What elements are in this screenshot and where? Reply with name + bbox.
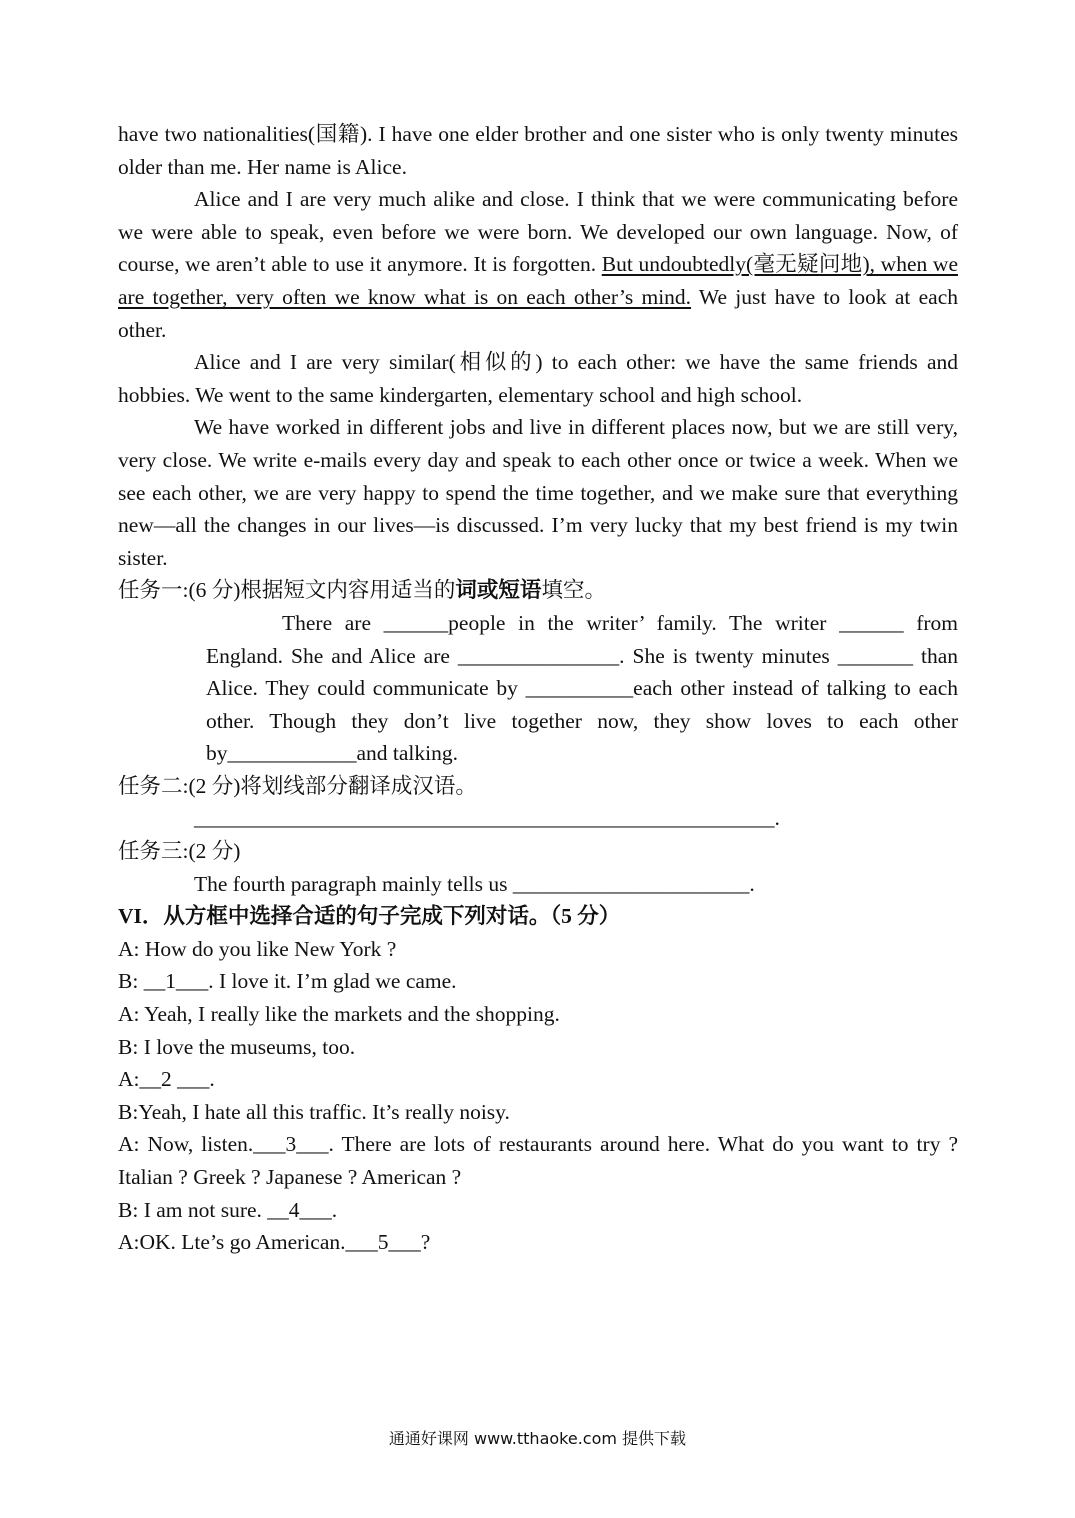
task1-title-end: 填空。 <box>541 578 606 603</box>
task1-fill-in-text <box>206 607 958 770</box>
dialogue-line: A:__2 ___. <box>118 1067 215 1092</box>
dialogue-line: A:OK. Lte’s go American.___5___? <box>118 1230 431 1255</box>
dialogue-line: B:Yeah, I hate all this traffic. It’s really noisy. <box>118 1099 510 1124</box>
passage-paragraph-2-end: We just have to look at each other. <box>118 284 958 342</box>
dialogue-line: B: __1___. I love it. I’m glad we came. <box>118 969 457 994</box>
dialogue-line: B: I am not sure. __4___. <box>118 1197 338 1222</box>
task2-title: 任务二:(2 分)将划线部分翻译成汉语。 <box>118 773 477 798</box>
passage-paragraph-2-start: Alice and I are very much alike and close. I think that we were communicating before we were able to speak, even before we were born. We developed our own language. Now, of course, we aren’t able to use it anymore. It is forgotten. <box>118 187 958 277</box>
task1-title-start: 任务一:(6 分)根据短文内容用适当的 <box>118 578 456 603</box>
dialogue-line: A: Now, listen.___3___. There are lots of restaurants around here. What do you want to try ? Italian ? Greek ? Japanese ? American ? <box>118 1132 958 1189</box>
page-footer: 通通好课网 www.tthaoke.com 提供下载 <box>388 1429 687 1448</box>
passage-paragraph-2 <box>118 183 958 346</box>
passage-paragraph-4: We have worked in different jobs and live in different places now, but we are still very, very close. We write e-mails every day and speak to each other once or twice a week. When we see each other, we are very happy to spend the time together, and we make sure that everything new—all the changes in our lives—is discussed. I’m very lucky that my best friend is my twin sister. <box>118 415 958 570</box>
dialogue-line: A: Yeah, I really like the markets and the shopping. <box>118 1002 560 1027</box>
section6-title: VI．从方框中选择合适的句子完成下列对话。（5 分） <box>118 904 621 929</box>
passage-paragraph-1: have two nationalities(国籍). I have one elder brother and one sister who is only twenty minutes older than me. Her name is Alice. <box>118 122 958 179</box>
task1-title <box>118 574 958 607</box>
underlined-sentence: But undoubtedly(毫无疑问地), when we are together, very often we know what is on each other’s mind. <box>118 252 958 309</box>
task1-title-bold: 词或短语 <box>455 578 542 603</box>
passage-paragraph-3: Alice and I are very similar(相似的) to each other: we have the same friends and hobbies. We went to the same kindergarten, elementary school and high school. <box>118 350 958 407</box>
dialogue-line: A: How do you like New York ? <box>118 936 397 961</box>
task3-question: The fourth paragraph mainly tells us ______________________. <box>194 871 755 896</box>
task2-answer-line: ______________________________________________________. <box>194 806 780 831</box>
task1-body: There are ______people in the writer’ family. The writer ______ from England. She and Alice are _______________. She is twenty minutes _______ than Alice. They could communicate by __________each other instead of talking to each other. Though they don’t live together now, they show loves to each other by____________and talking. <box>206 610 958 766</box>
task3-title: 任务三:(2 分) <box>118 839 241 864</box>
document-page <box>118 118 958 1259</box>
dialogue-line: B: I love the museums, too. <box>118 1034 356 1059</box>
